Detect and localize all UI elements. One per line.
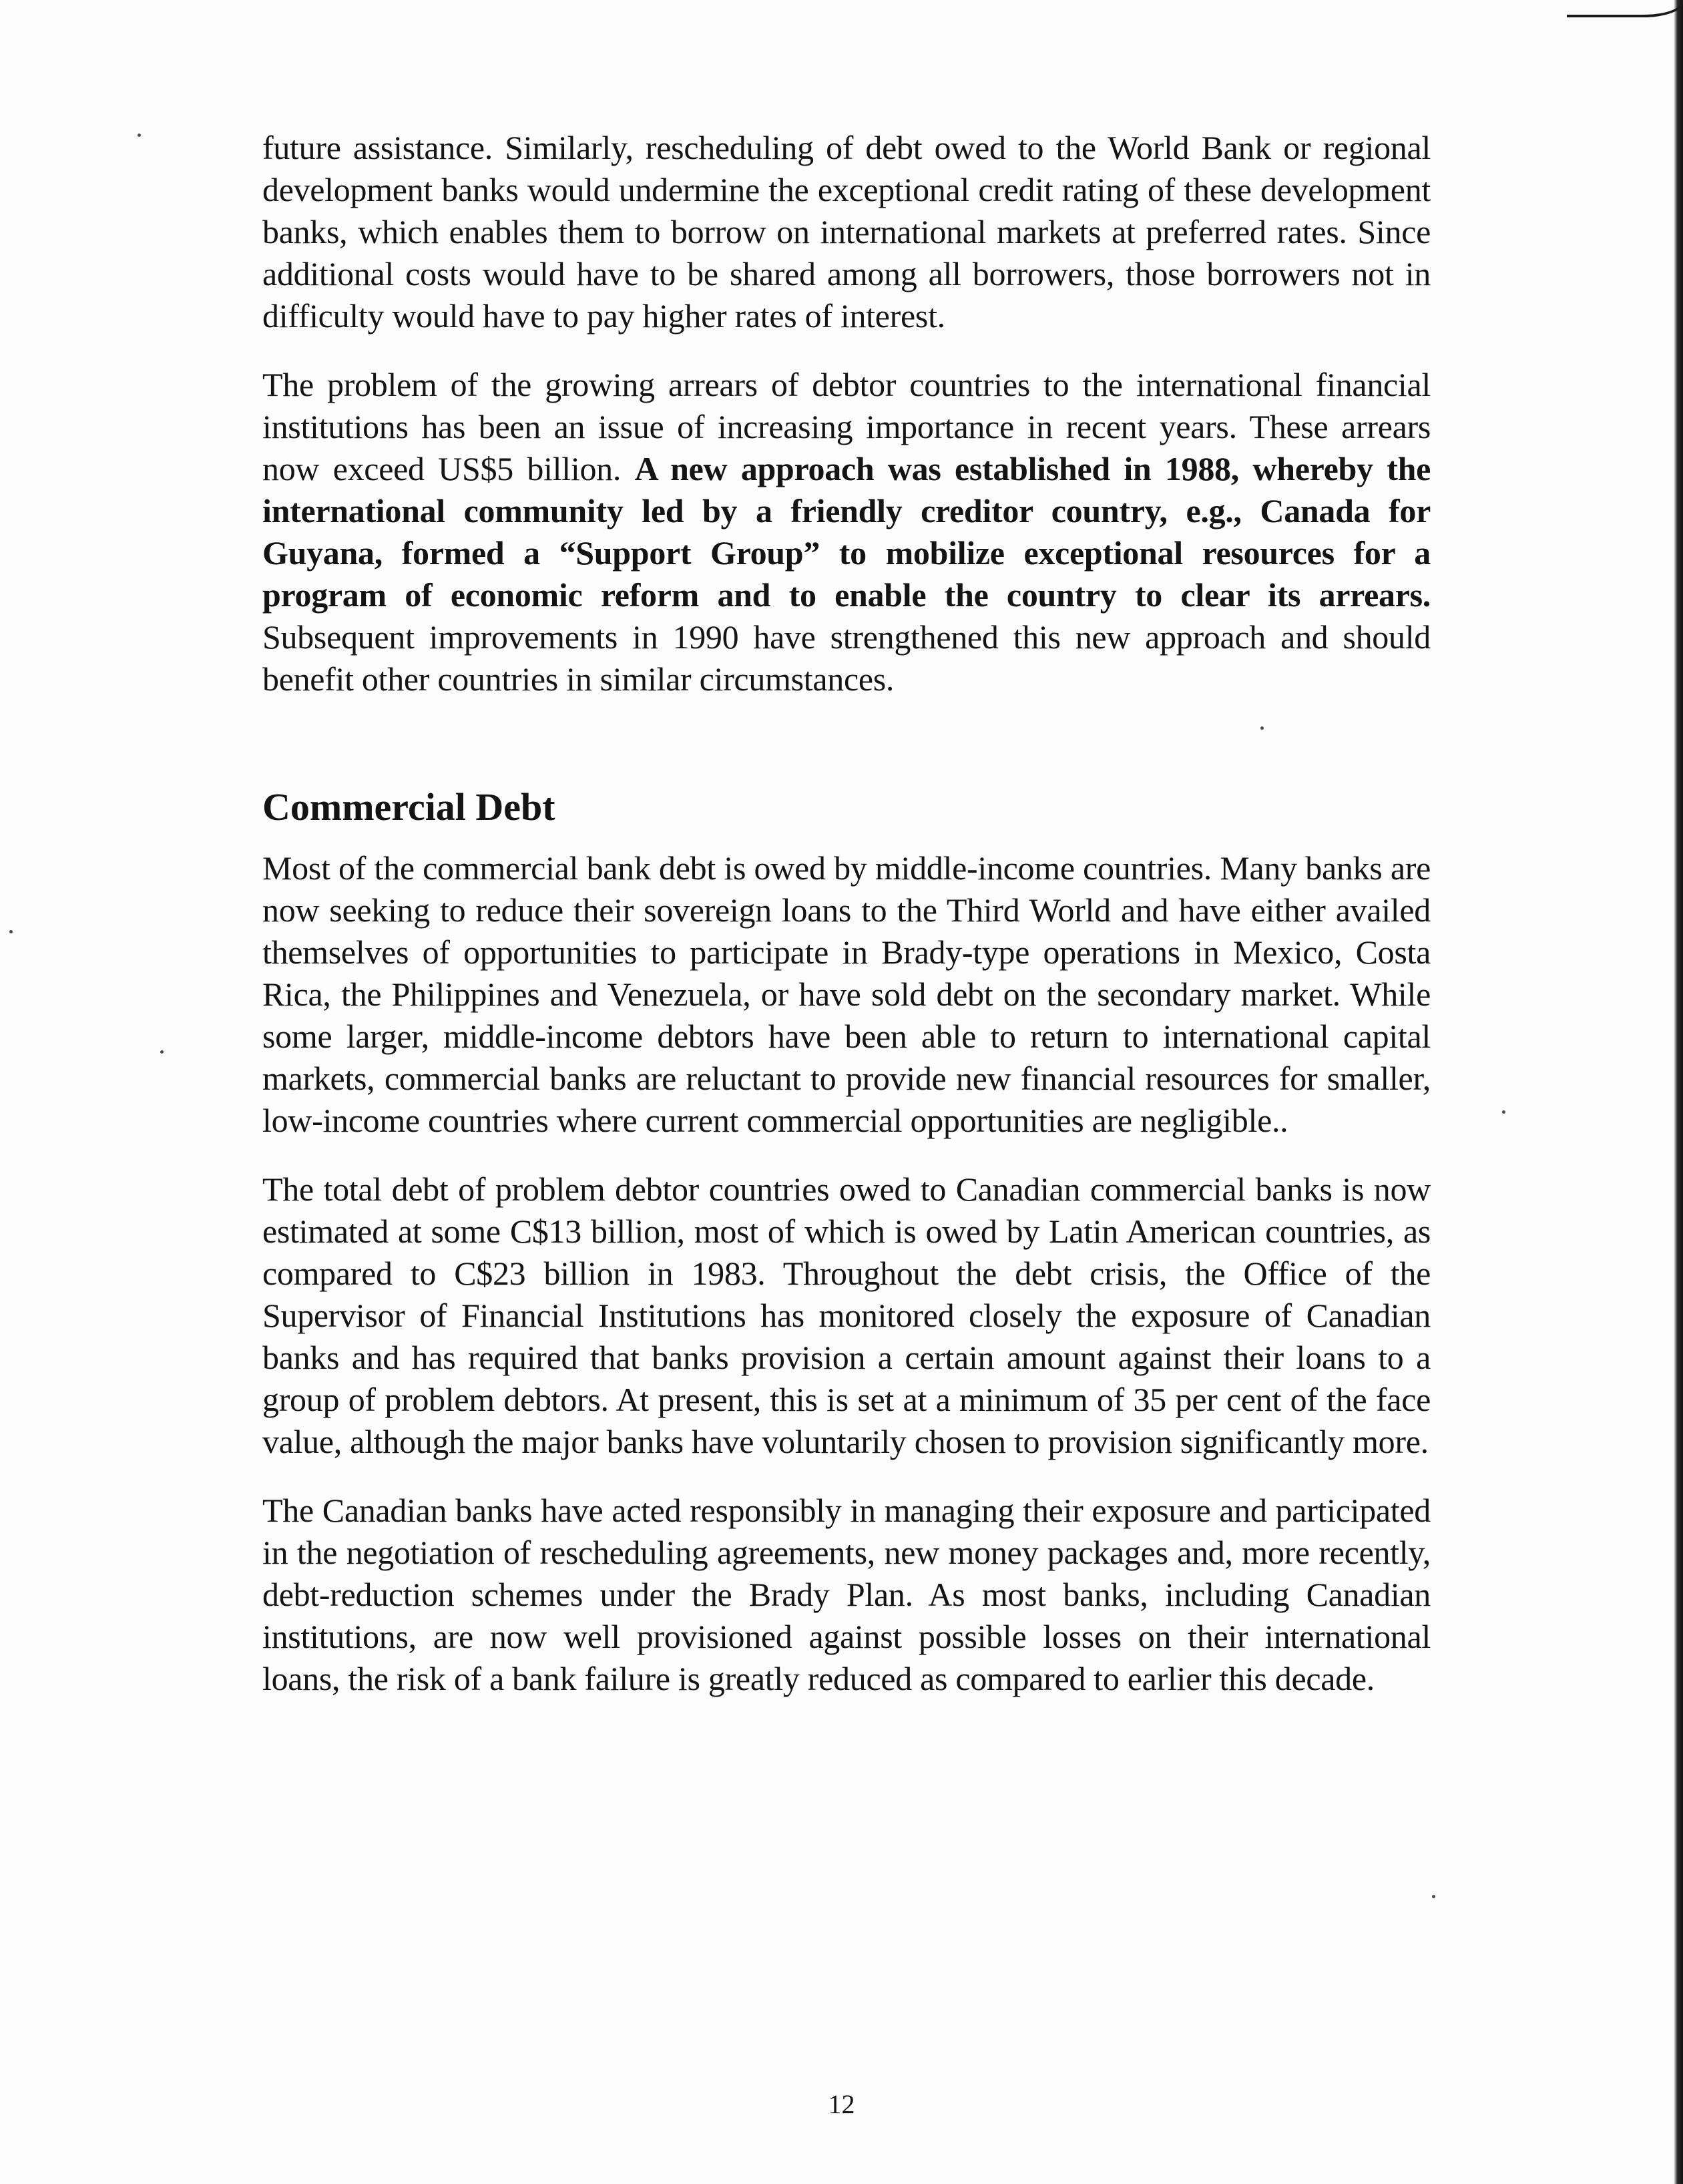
text-column (262, 127, 1431, 1727)
section-heading-commercial-debt: Commercial Debt (262, 785, 555, 829)
paragraph-1: future assistance. Similarly, rescheduling of debt owed to the World Bank or regional development banks would undermine the exceptional credit rating of these development banks, which enables them to borrow on international markets at preferred rates. Since additional costs would have to be shared among all borrowers, those borrowers not in difficulty would have to pay higher rates of interest. (262, 129, 1431, 335)
scan-edge (1674, 0, 1683, 2184)
paragraph-4: The total debt of problem debtor countries owed to Canadian commercial banks is now estimated at some C$13 billion, most of which is owed by Latin American countries, as compared to C$23 billion in 1983. Throughout the debt crisis, the Office of the Supervisor of Financial Institutions has monitored closely the exposure of Canadian banks and has required that banks provision a certain amount against their loans to a group of problem debtors. At present, this is set at a minimum of 35 per cent of the face value, although the major banks have voluntarily chosen to provision significantly more. (262, 1170, 1431, 1460)
scan-corner-curl (1567, 0, 1683, 17)
scan-speck (9, 930, 13, 933)
scan-speck (138, 134, 141, 137)
scan-speck (160, 1050, 164, 1054)
scan-speck (1432, 1895, 1435, 1898)
paragraph-5: The Canadian banks have acted responsibly in managing their exposure and participated in the negotiation of rescheduling agreements, new money packages and, more recently, debt-reduction schemes under the Brady Plan. As most banks, including Canadian institutions, are now well provisioned against possible losses on their international loans, the risk of a bank failure is greatly reduced as compared to earlier this decade. (262, 1492, 1431, 1697)
paragraph-3: Most of the commercial bank debt is owed by middle-income countries. Many banks are now seeking to reduce their sovereign loans to the Third World and have either availed themselves of opportunities to participate in Brady-type operations in Mexico, Costa Rica, the Philippines and Venezuela, or have sold debt on the secondary market. While some larger, middle-income debtors have been able to return to international capital markets, commercial banks are reluctant to provide new financial resources for smaller, low-income countries where current commercial opportunities are negligible.. (262, 849, 1431, 1139)
paragraph-2-bold: A new approach was established in 1988, whereby the international community led by a friendly creditor country, e.g., Canada for Guyana, formed a “Support Group” to mobilize exceptional resources for a program of economic reform and to enable the country to clear its arrears. (262, 450, 1431, 614)
paragraph-2-tail: Subsequent improvements in 1990 have strengthened this new approach and should benefit other countries in similar circumstances. (262, 618, 1431, 698)
paragraph-2-lead: The problem of the growing arrears of debtor countries to the international financial institutions has been an issue of increasing importance in recent years. These arrears now exceed US$5 billion. (262, 366, 1431, 487)
paragraph-2 (262, 364, 1431, 700)
scan-speck (1502, 1110, 1505, 1114)
page-number: 12 (828, 2089, 855, 2119)
